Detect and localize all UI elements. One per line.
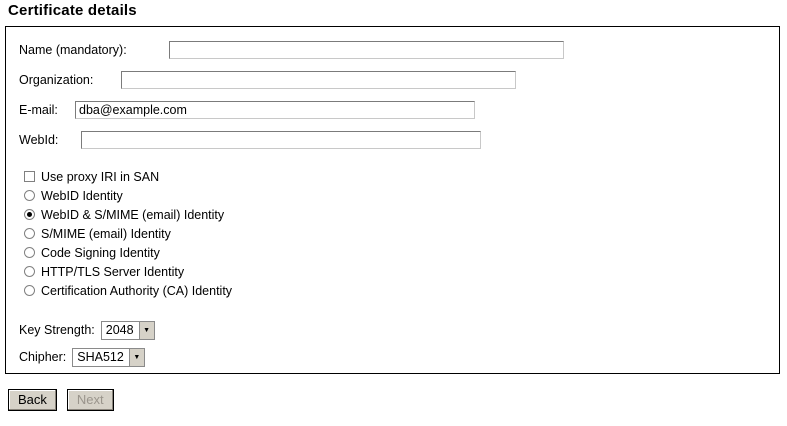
webid-smime-identity-radio[interactable]	[24, 209, 35, 220]
button-bar	[8, 389, 114, 411]
radio-row-code-signing-identity[interactable]	[24, 243, 232, 262]
chipher-row	[19, 347, 145, 367]
organization-input[interactable]	[121, 71, 516, 89]
key-strength-value: 2048	[105, 322, 134, 337]
chipher-value: SHA512	[77, 349, 124, 364]
use-proxy-iri-label: Use proxy IRI in SAN	[41, 169, 160, 184]
name-input[interactable]	[169, 41, 564, 59]
http-tls-server-identity-radio[interactable]	[24, 266, 35, 277]
field-row-organization	[19, 69, 516, 91]
chevron-down-icon[interactable]: ▼	[129, 349, 144, 366]
email-input[interactable]	[75, 101, 475, 119]
code-signing-identity-label: Code Signing Identity	[41, 245, 160, 260]
page-title: Certificate details	[8, 2, 137, 19]
smime-identity-label: S/MIME (email) Identity	[41, 226, 171, 241]
next-button[interactable]: Next	[67, 389, 114, 411]
ca-identity-radio[interactable]	[24, 285, 35, 296]
chipher-label: Chipher:	[19, 350, 67, 364]
webid-identity-radio[interactable]	[24, 190, 35, 201]
webid-identity-label: WebID Identity	[41, 188, 123, 203]
webid-label: WebId:	[19, 133, 59, 147]
chevron-down-icon[interactable]: ▼	[139, 322, 154, 339]
field-row-webid	[19, 129, 481, 151]
certificate-details-panel	[5, 26, 780, 374]
back-button[interactable]: Back	[8, 389, 57, 411]
radio-row-webid-identity[interactable]	[24, 186, 232, 205]
organization-label: Organization:	[19, 73, 94, 87]
key-strength-row	[19, 320, 155, 340]
radio-row-smime-identity[interactable]	[24, 224, 232, 243]
name-label: Name (mandatory):	[19, 43, 127, 57]
key-strength-label: Key Strength:	[19, 323, 95, 337]
ca-identity-label: Certification Authority (CA) Identity	[41, 283, 233, 298]
http-tls-server-identity-label: HTTP/TLS Server Identity	[41, 264, 185, 279]
radio-row-ca-identity[interactable]	[24, 281, 232, 300]
checkbox-row-use-proxy-iri[interactable]	[24, 167, 232, 186]
chipher-select[interactable]	[72, 348, 145, 367]
field-row-name	[19, 39, 564, 61]
radio-row-webid-smime-identity[interactable]	[24, 205, 232, 224]
webid-smime-identity-label: WebID & S/MIME (email) Identity	[41, 207, 225, 222]
identity-options-group	[24, 167, 232, 300]
key-strength-select[interactable]	[101, 321, 155, 340]
email-label: E-mail:	[19, 103, 58, 117]
webid-input[interactable]	[81, 131, 481, 149]
smime-identity-radio[interactable]	[24, 228, 35, 239]
code-signing-identity-radio[interactable]	[24, 247, 35, 258]
use-proxy-iri-checkbox[interactable]	[24, 171, 35, 182]
radio-row-http-tls-server-identity[interactable]	[24, 262, 232, 281]
field-row-email	[19, 99, 475, 121]
